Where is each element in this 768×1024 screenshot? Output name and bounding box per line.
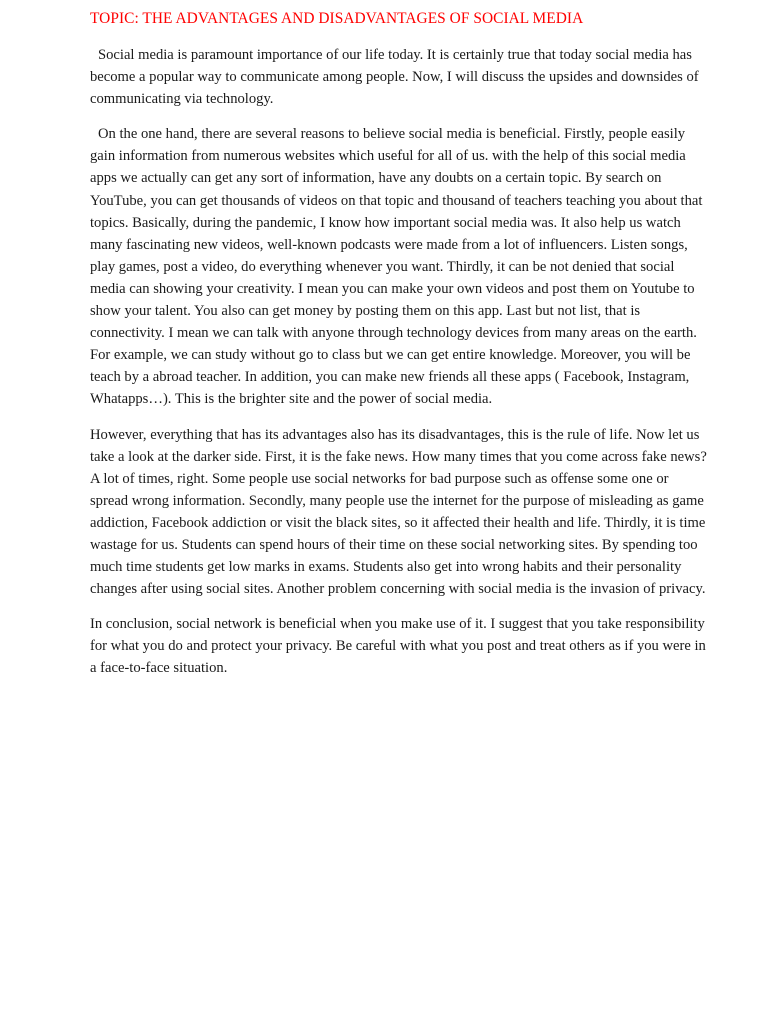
paragraph-introduction: Social media is paramount importance of our life today. It is certainly true that today social media has become a popular way to communicate among people. Now, I will discuss the upsides and downsides of communicating via technology. [90, 47, 699, 108]
paragraph-conclusion: In conclusion, social network is beneficial when you make use of it. I suggest that you take responsibility for what you do and protect your privacy. Be careful with what you post and treat others as if you were in a face-to-face situation. [90, 616, 706, 677]
paragraph-disadvantages: However, everything that has its advantages also has its disadvantages, this is the rule of life. Now let us take a look at the darker side. First, it is the fake news. How many times that you come across fake news? A lot of times, right. Some people use social networks for bad purpose such as offense some one or spread wrong information. Secondly, many people use the internet for the purpose of misleading as game addiction, Facebook addiction or visit the black sites, so it affected their health and life. Thirdly, it is time wastage for us. Students can spend hours of their time on these social networking sites. By spending too much time students get low marks in exams. Students also get into wrong habits and their personality changes after using social sites. Another problem concerning with social media is the invasion of privacy. [90, 426, 707, 598]
document-title: TOPIC: THE ADVANTAGES AND DISADVANTAGES OF SOCIAL MEDIA [90, 10, 584, 27]
paragraph-advantages: On the one hand, there are several reasons to believe social media is beneficial. Firstly, people easily gain information from numerous websites which useful for all of us. with the help of this social media apps we actually can get any sort of information, have any doubts on a certain topic. By search on YouTube, you can get thousands of videos on that topic and thousand of teachers teaching you about that topics. Basically, during the pandemic, I know how important social media was. It also help us watch many fascinating new videos, well-known podcasts were made from a lot of influencers. Listen songs, play games, post a video, do everything whenever you want. Thirdly, it can be not denied that social media can showing your creativity. I mean you can make your own videos and post them on Youtube to show your talent. You also can get money by posting them on this app. Last but not list, that is connectivity. I mean we can talk with anyone through technology devices from many areas on the earth. For example, we can study without go to class but we can get entire knowledge. Moreover, you will be teach by a abroad teacher. In addition, you can make new friends all these apps ( Facebook, Instagram, Whatapps…). This is the brighter site and the power of social media. [90, 126, 703, 408]
document-page [90, 8, 708, 693]
